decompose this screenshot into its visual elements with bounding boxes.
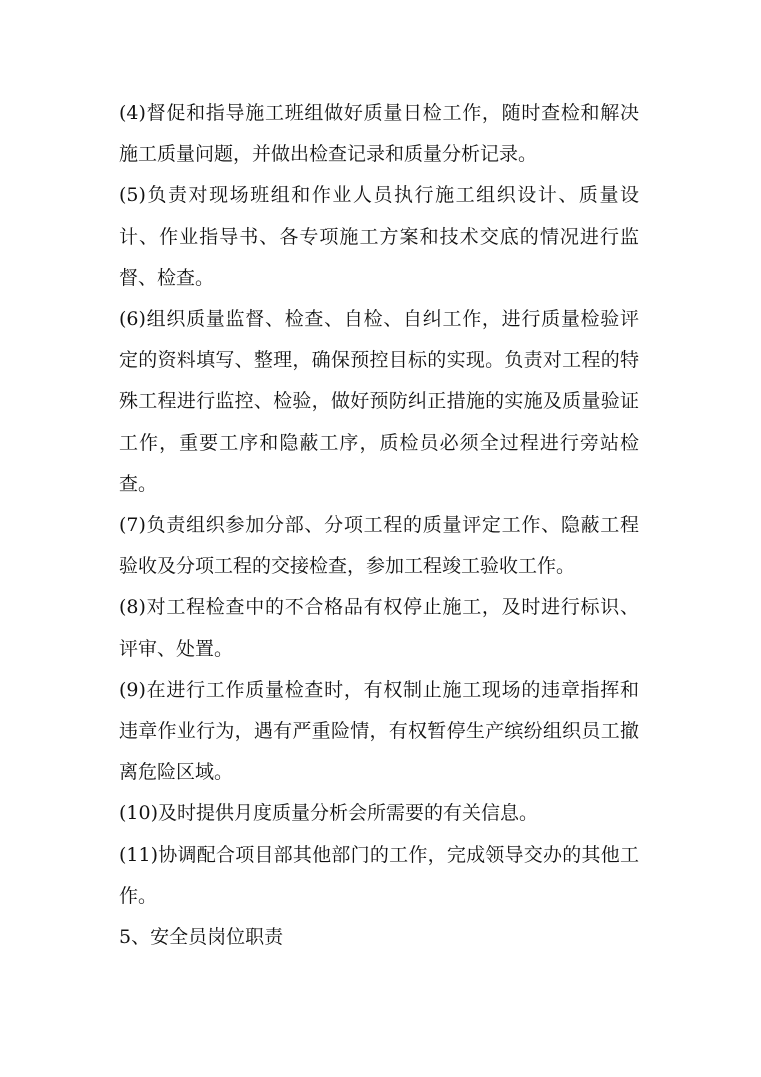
paragraph-item-7: (7)负责组织参加分部、分项工程的质量评定工作、隐蔽工程验收及分项工程的交接检查，参加工程竣工验收工作。	[119, 514, 639, 578]
paragraph-item-9: (9)在进行工作质量检查时，有权制止施工现场的违章指挥和违章作业行为，遇有严重险情，有权暂停生产缤纷组织员工撤离危险区域。	[119, 678, 639, 784]
paragraph-item-6: (6)组织质量监督、检查、自检、自纠工作，进行质量检验评定的资料填写、整理，确保预控目标的实现。负责对工程的特殊工程进行监控、检验，做好预防纠正措施的实施及质量验证工作，重要工序和隐蔽工序，质检员必须全过程进行旁站检查。	[119, 308, 639, 495]
paragraph-item-8: (8)对工程检查中的不合格品有权停止施工，及时进行标识、评审、处置。	[119, 596, 639, 660]
paragraph-item-10: (10)及时提供月度质量分析会所需要的有关信息。	[119, 802, 539, 825]
document-body	[119, 93, 639, 958]
paragraph-item-11: (11)协调配合项目部其他部门的工作，完成领导交办的其他工作。	[119, 843, 639, 907]
paragraph-item-4: (4)督促和指导施工班组做好质量日检工作，随时查检和解决施工质量问题，并做出检查记录和质量分析记录。	[119, 102, 639, 166]
paragraph-item-5: (5)负责对现场班组和作业人员执行施工组织设计、质量设计、作业指导书、各专项施工方案和技术交底的情况进行监督、检查。	[119, 184, 639, 289]
section-heading: 5、安全员岗位职责	[119, 926, 284, 949]
